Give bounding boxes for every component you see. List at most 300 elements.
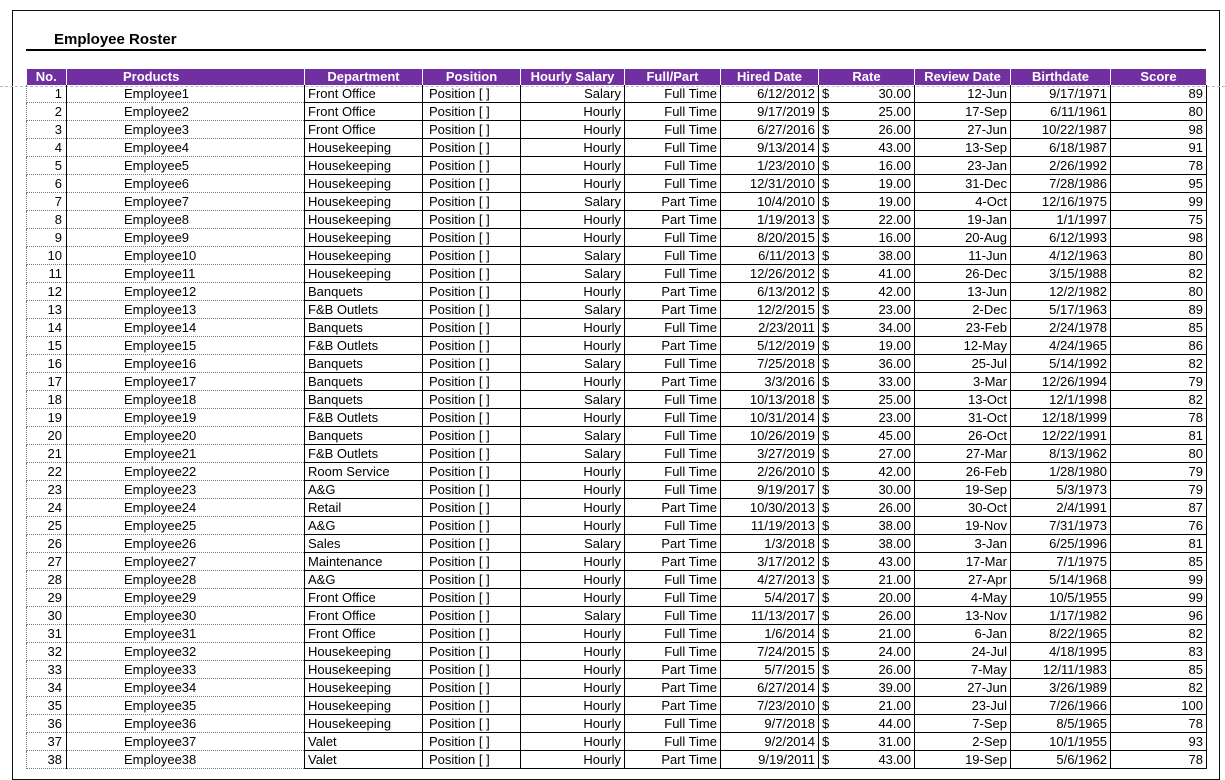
cell-score[interactable]: 80 <box>1111 445 1207 463</box>
cell-hired-date[interactable]: 9/19/2011 <box>721 751 819 769</box>
cell-department[interactable]: Front Office <box>305 625 423 643</box>
cell-birthdate[interactable]: 5/14/1992 <box>1011 355 1111 373</box>
cell-department[interactable]: Maintenance <box>305 553 423 571</box>
cell-hourly-salary[interactable]: Hourly <box>521 733 625 751</box>
cell-employee[interactable]: Employee3 <box>67 121 305 139</box>
cell-employee[interactable]: Employee12 <box>67 283 305 301</box>
cell-no[interactable]: 20 <box>27 427 67 445</box>
cell-review-date[interactable]: 20-Aug <box>915 229 1011 247</box>
cell-no[interactable]: 18 <box>27 391 67 409</box>
cell-hourly-salary[interactable]: Salary <box>521 445 625 463</box>
cell-position[interactable]: Position [ ] <box>423 589 521 607</box>
cell-employee[interactable]: Employee20 <box>67 427 305 445</box>
cell-rate[interactable] <box>819 391 915 409</box>
cell-hourly-salary[interactable]: Salary <box>521 193 625 211</box>
cell-hourly-salary[interactable]: Hourly <box>521 463 625 481</box>
col-header-department[interactable]: Department <box>305 69 423 85</box>
cell-rate[interactable] <box>819 445 915 463</box>
cell-rate[interactable] <box>819 499 915 517</box>
cell-rate[interactable] <box>819 481 915 499</box>
cell-employee[interactable]: Employee6 <box>67 175 305 193</box>
col-header-score[interactable]: Score <box>1111 69 1207 85</box>
cell-rate[interactable] <box>819 733 915 751</box>
cell-full-part[interactable]: Full Time <box>625 157 721 175</box>
cell-birthdate[interactable]: 5/6/1962 <box>1011 751 1111 769</box>
cell-employee[interactable]: Employee8 <box>67 211 305 229</box>
cell-department[interactable]: Housekeeping <box>305 139 423 157</box>
cell-department[interactable]: Housekeeping <box>305 715 423 733</box>
cell-hourly-salary[interactable]: Hourly <box>521 499 625 517</box>
cell-rate[interactable] <box>819 157 915 175</box>
cell-department[interactable]: Housekeeping <box>305 643 423 661</box>
cell-birthdate[interactable]: 12/22/1991 <box>1011 427 1111 445</box>
cell-birthdate[interactable]: 6/12/1993 <box>1011 229 1111 247</box>
cell-employee[interactable]: Employee30 <box>67 607 305 625</box>
cell-review-date[interactable]: 3-Mar <box>915 373 1011 391</box>
cell-employee[interactable]: Employee15 <box>67 337 305 355</box>
cell-no[interactable]: 9 <box>27 229 67 247</box>
cell-birthdate[interactable]: 4/12/1963 <box>1011 247 1111 265</box>
cell-hourly-salary[interactable]: Hourly <box>521 625 625 643</box>
cell-position[interactable]: Position [ ] <box>423 625 521 643</box>
cell-review-date[interactable]: 26-Feb <box>915 463 1011 481</box>
cell-full-part[interactable]: Part Time <box>625 499 721 517</box>
cell-no[interactable]: 19 <box>27 409 67 427</box>
cell-hourly-salary[interactable]: Salary <box>521 265 625 283</box>
cell-employee[interactable]: Employee5 <box>67 157 305 175</box>
cell-hourly-salary[interactable]: Salary <box>521 535 625 553</box>
cell-position[interactable]: Position [ ] <box>423 751 521 769</box>
cell-department[interactable]: Housekeeping <box>305 157 423 175</box>
cell-score[interactable]: 85 <box>1111 661 1207 679</box>
cell-hired-date[interactable]: 6/27/2016 <box>721 121 819 139</box>
cell-full-part[interactable]: Full Time <box>625 85 721 103</box>
cell-review-date[interactable]: 13-Oct <box>915 391 1011 409</box>
cell-hired-date[interactable]: 6/12/2012 <box>721 85 819 103</box>
cell-no[interactable]: 31 <box>27 625 67 643</box>
cell-rate[interactable] <box>819 139 915 157</box>
cell-employee[interactable]: Employee32 <box>67 643 305 661</box>
cell-employee[interactable]: Employee10 <box>67 247 305 265</box>
cell-score[interactable]: 93 <box>1111 733 1207 751</box>
cell-score[interactable]: 78 <box>1111 409 1207 427</box>
cell-full-part[interactable]: Full Time <box>625 247 721 265</box>
cell-employee[interactable]: Employee14 <box>67 319 305 337</box>
cell-hired-date[interactable]: 3/27/2019 <box>721 445 819 463</box>
cell-birthdate[interactable]: 7/28/1986 <box>1011 175 1111 193</box>
cell-employee[interactable]: Employee27 <box>67 553 305 571</box>
cell-review-date[interactable]: 27-Mar <box>915 445 1011 463</box>
cell-full-part[interactable]: Full Time <box>625 265 721 283</box>
cell-position[interactable]: Position [ ] <box>423 661 521 679</box>
cell-hired-date[interactable]: 5/7/2015 <box>721 661 819 679</box>
cell-department[interactable]: Banquets <box>305 283 423 301</box>
cell-rate[interactable] <box>819 607 915 625</box>
cell-no[interactable]: 35 <box>27 697 67 715</box>
cell-position[interactable]: Position [ ] <box>423 193 521 211</box>
cell-hired-date[interactable]: 4/27/2013 <box>721 571 819 589</box>
cell-score[interactable]: 82 <box>1111 391 1207 409</box>
cell-rate[interactable] <box>819 535 915 553</box>
col-header-products[interactable]: Products <box>67 69 305 85</box>
cell-birthdate[interactable]: 12/2/1982 <box>1011 283 1111 301</box>
cell-rate[interactable] <box>819 193 915 211</box>
cell-birthdate[interactable]: 6/18/1987 <box>1011 139 1111 157</box>
cell-rate[interactable] <box>819 229 915 247</box>
cell-full-part[interactable]: Full Time <box>625 733 721 751</box>
cell-full-part[interactable]: Part Time <box>625 679 721 697</box>
cell-employee[interactable]: Employee19 <box>67 409 305 427</box>
cell-hired-date[interactable]: 2/23/2011 <box>721 319 819 337</box>
cell-review-date[interactable]: 19-Sep <box>915 481 1011 499</box>
cell-score[interactable]: 95 <box>1111 175 1207 193</box>
cell-position[interactable]: Position [ ] <box>423 679 521 697</box>
cell-hired-date[interactable]: 1/3/2018 <box>721 535 819 553</box>
cell-no[interactable]: 6 <box>27 175 67 193</box>
cell-no[interactable]: 25 <box>27 517 67 535</box>
cell-birthdate[interactable]: 7/1/1975 <box>1011 553 1111 571</box>
cell-hourly-salary[interactable]: Salary <box>521 607 625 625</box>
cell-position[interactable]: Position [ ] <box>423 103 521 121</box>
cell-hired-date[interactable]: 5/4/2017 <box>721 589 819 607</box>
cell-rate[interactable] <box>819 355 915 373</box>
cell-position[interactable]: Position [ ] <box>423 139 521 157</box>
cell-department[interactable]: F&B Outlets <box>305 301 423 319</box>
cell-hired-date[interactable]: 3/3/2016 <box>721 373 819 391</box>
cell-hired-date[interactable]: 6/11/2013 <box>721 247 819 265</box>
cell-no[interactable]: 21 <box>27 445 67 463</box>
cell-hourly-salary[interactable]: Hourly <box>521 157 625 175</box>
col-header-hired-date[interactable]: Hired Date <box>721 69 819 85</box>
cell-full-part[interactable]: Part Time <box>625 337 721 355</box>
col-header-position[interactable]: Position <box>423 69 521 85</box>
cell-department[interactable]: Front Office <box>305 589 423 607</box>
cell-hired-date[interactable]: 11/19/2013 <box>721 517 819 535</box>
cell-position[interactable]: Position [ ] <box>423 607 521 625</box>
cell-hourly-salary[interactable]: Hourly <box>521 643 625 661</box>
cell-no[interactable]: 2 <box>27 103 67 121</box>
cell-score[interactable]: 86 <box>1111 337 1207 355</box>
cell-birthdate[interactable]: 8/22/1965 <box>1011 625 1111 643</box>
cell-birthdate[interactable]: 10/22/1987 <box>1011 121 1111 139</box>
cell-department[interactable]: Banquets <box>305 355 423 373</box>
cell-department[interactable]: Housekeeping <box>305 247 423 265</box>
cell-position[interactable]: Position [ ] <box>423 445 521 463</box>
cell-department[interactable]: Housekeeping <box>305 661 423 679</box>
cell-birthdate[interactable]: 8/13/1962 <box>1011 445 1111 463</box>
cell-rate[interactable] <box>819 661 915 679</box>
cell-birthdate[interactable]: 1/17/1982 <box>1011 607 1111 625</box>
cell-no[interactable]: 13 <box>27 301 67 319</box>
cell-employee[interactable]: Employee34 <box>67 679 305 697</box>
cell-employee[interactable]: Employee33 <box>67 661 305 679</box>
cell-score[interactable]: 82 <box>1111 265 1207 283</box>
cell-birthdate[interactable]: 1/1/1997 <box>1011 211 1111 229</box>
cell-score[interactable]: 78 <box>1111 751 1207 769</box>
cell-no[interactable]: 32 <box>27 643 67 661</box>
cell-birthdate[interactable]: 6/11/1961 <box>1011 103 1111 121</box>
cell-rate[interactable] <box>819 247 915 265</box>
cell-full-part[interactable]: Full Time <box>625 571 721 589</box>
cell-score[interactable]: 79 <box>1111 481 1207 499</box>
cell-score[interactable]: 89 <box>1111 301 1207 319</box>
cell-hired-date[interactable]: 1/19/2013 <box>721 211 819 229</box>
cell-score[interactable]: 81 <box>1111 535 1207 553</box>
cell-department[interactable]: Housekeeping <box>305 229 423 247</box>
col-header-review-date[interactable]: Review Date <box>915 69 1011 85</box>
cell-full-part[interactable]: Full Time <box>625 391 721 409</box>
cell-hired-date[interactable]: 5/12/2019 <box>721 337 819 355</box>
cell-rate[interactable] <box>819 715 915 733</box>
cell-hourly-salary[interactable]: Salary <box>521 85 625 103</box>
cell-review-date[interactable]: 19-Jan <box>915 211 1011 229</box>
cell-review-date[interactable]: 7-Sep <box>915 715 1011 733</box>
cell-score[interactable]: 82 <box>1111 625 1207 643</box>
cell-hourly-salary[interactable]: Hourly <box>521 751 625 769</box>
cell-full-part[interactable]: Full Time <box>625 517 721 535</box>
cell-no[interactable]: 38 <box>27 751 67 769</box>
cell-score[interactable]: 83 <box>1111 643 1207 661</box>
cell-rate[interactable] <box>819 643 915 661</box>
cell-no[interactable]: 16 <box>27 355 67 373</box>
cell-rate[interactable] <box>819 319 915 337</box>
cell-full-part[interactable]: Full Time <box>625 463 721 481</box>
cell-no[interactable]: 34 <box>27 679 67 697</box>
cell-rate[interactable] <box>819 283 915 301</box>
cell-employee[interactable]: Employee37 <box>67 733 305 751</box>
cell-review-date[interactable]: 17-Mar <box>915 553 1011 571</box>
cell-score[interactable]: 99 <box>1111 589 1207 607</box>
cell-birthdate[interactable]: 4/24/1965 <box>1011 337 1111 355</box>
cell-review-date[interactable]: 27-Jun <box>915 121 1011 139</box>
cell-no[interactable]: 23 <box>27 481 67 499</box>
cell-review-date[interactable]: 13-Nov <box>915 607 1011 625</box>
cell-review-date[interactable]: 26-Dec <box>915 265 1011 283</box>
cell-employee[interactable]: Employee7 <box>67 193 305 211</box>
cell-score[interactable]: 79 <box>1111 373 1207 391</box>
cell-hired-date[interactable]: 10/26/2019 <box>721 427 819 445</box>
cell-department[interactable]: F&B Outlets <box>305 337 423 355</box>
cell-review-date[interactable]: 27-Jun <box>915 679 1011 697</box>
cell-review-date[interactable]: 7-May <box>915 661 1011 679</box>
cell-hired-date[interactable]: 11/13/2017 <box>721 607 819 625</box>
cell-score[interactable]: 81 <box>1111 427 1207 445</box>
cell-employee[interactable]: Employee4 <box>67 139 305 157</box>
cell-review-date[interactable]: 25-Jul <box>915 355 1011 373</box>
cell-position[interactable]: Position [ ] <box>423 355 521 373</box>
cell-hired-date[interactable]: 9/13/2014 <box>721 139 819 157</box>
cell-rate[interactable] <box>819 265 915 283</box>
cell-rate[interactable] <box>819 103 915 121</box>
cell-score[interactable]: 100 <box>1111 697 1207 715</box>
cell-department[interactable]: Housekeeping <box>305 679 423 697</box>
cell-hired-date[interactable]: 7/23/2010 <box>721 697 819 715</box>
cell-hired-date[interactable]: 12/26/2012 <box>721 265 819 283</box>
cell-no[interactable]: 26 <box>27 535 67 553</box>
cell-score[interactable]: 96 <box>1111 607 1207 625</box>
cell-full-part[interactable]: Part Time <box>625 697 721 715</box>
cell-hourly-salary[interactable]: Salary <box>521 355 625 373</box>
cell-employee[interactable]: Employee31 <box>67 625 305 643</box>
cell-review-date[interactable]: 31-Oct <box>915 409 1011 427</box>
cell-employee[interactable]: Employee17 <box>67 373 305 391</box>
cell-full-part[interactable]: Full Time <box>625 121 721 139</box>
cell-hourly-salary[interactable]: Hourly <box>521 103 625 121</box>
cell-review-date[interactable]: 6-Jan <box>915 625 1011 643</box>
cell-position[interactable]: Position [ ] <box>423 499 521 517</box>
cell-hired-date[interactable]: 7/25/2018 <box>721 355 819 373</box>
cell-employee[interactable]: Employee18 <box>67 391 305 409</box>
cell-full-part[interactable]: Full Time <box>625 409 721 427</box>
cell-employee[interactable]: Employee22 <box>67 463 305 481</box>
cell-hired-date[interactable]: 2/26/2010 <box>721 463 819 481</box>
cell-review-date[interactable]: 13-Sep <box>915 139 1011 157</box>
cell-department[interactable]: Housekeeping <box>305 211 423 229</box>
cell-department[interactable]: Front Office <box>305 121 423 139</box>
cell-position[interactable]: Position [ ] <box>423 229 521 247</box>
cell-employee[interactable]: Employee36 <box>67 715 305 733</box>
cell-review-date[interactable]: 2-Dec <box>915 301 1011 319</box>
col-header-rate[interactable]: Rate <box>819 69 915 85</box>
cell-employee[interactable]: Employee1 <box>67 85 305 103</box>
cell-employee[interactable]: Employee29 <box>67 589 305 607</box>
cell-department[interactable]: Banquets <box>305 373 423 391</box>
cell-birthdate[interactable]: 12/18/1999 <box>1011 409 1111 427</box>
cell-position[interactable]: Position [ ] <box>423 409 521 427</box>
cell-rate[interactable] <box>819 427 915 445</box>
cell-rate[interactable] <box>819 85 915 103</box>
cell-hourly-salary[interactable]: Hourly <box>521 661 625 679</box>
cell-full-part[interactable]: Full Time <box>625 229 721 247</box>
cell-no[interactable]: 22 <box>27 463 67 481</box>
cell-full-part[interactable]: Part Time <box>625 751 721 769</box>
cell-birthdate[interactable]: 3/15/1988 <box>1011 265 1111 283</box>
cell-department[interactable]: Valet <box>305 733 423 751</box>
cell-hourly-salary[interactable]: Hourly <box>521 517 625 535</box>
cell-full-part[interactable]: Full Time <box>625 445 721 463</box>
cell-hourly-salary[interactable]: Hourly <box>521 553 625 571</box>
cell-review-date[interactable]: 26-Oct <box>915 427 1011 445</box>
cell-position[interactable]: Position [ ] <box>423 157 521 175</box>
cell-score[interactable]: 98 <box>1111 229 1207 247</box>
cell-employee[interactable]: Employee13 <box>67 301 305 319</box>
cell-hourly-salary[interactable]: Hourly <box>521 229 625 247</box>
cell-hired-date[interactable]: 10/30/2013 <box>721 499 819 517</box>
cell-birthdate[interactable]: 4/18/1995 <box>1011 643 1111 661</box>
cell-score[interactable]: 91 <box>1111 139 1207 157</box>
cell-hired-date[interactable]: 8/20/2015 <box>721 229 819 247</box>
cell-score[interactable]: 80 <box>1111 103 1207 121</box>
cell-rate[interactable] <box>819 517 915 535</box>
cell-review-date[interactable]: 27-Apr <box>915 571 1011 589</box>
cell-birthdate[interactable]: 7/31/1973 <box>1011 517 1111 535</box>
cell-no[interactable]: 36 <box>27 715 67 733</box>
cell-no[interactable]: 14 <box>27 319 67 337</box>
cell-position[interactable]: Position [ ] <box>423 283 521 301</box>
cell-review-date[interactable]: 4-May <box>915 589 1011 607</box>
cell-hired-date[interactable]: 9/17/2019 <box>721 103 819 121</box>
cell-employee[interactable]: Employee25 <box>67 517 305 535</box>
cell-no[interactable]: 24 <box>27 499 67 517</box>
cell-position[interactable]: Position [ ] <box>423 571 521 589</box>
cell-score[interactable]: 85 <box>1111 319 1207 337</box>
cell-review-date[interactable]: 11-Jun <box>915 247 1011 265</box>
cell-full-part[interactable]: Part Time <box>625 283 721 301</box>
cell-score[interactable]: 85 <box>1111 553 1207 571</box>
cell-full-part[interactable]: Full Time <box>625 607 721 625</box>
cell-department[interactable]: Front Office <box>305 85 423 103</box>
cell-score[interactable]: 75 <box>1111 211 1207 229</box>
cell-birthdate[interactable]: 10/1/1955 <box>1011 733 1111 751</box>
cell-hired-date[interactable]: 9/2/2014 <box>721 733 819 751</box>
cell-hired-date[interactable]: 12/2/2015 <box>721 301 819 319</box>
cell-full-part[interactable]: Full Time <box>625 175 721 193</box>
cell-full-part[interactable]: Full Time <box>625 103 721 121</box>
cell-hourly-salary[interactable]: Hourly <box>521 697 625 715</box>
cell-no[interactable]: 12 <box>27 283 67 301</box>
cell-department[interactable]: A&G <box>305 517 423 535</box>
cell-full-part[interactable]: Part Time <box>625 553 721 571</box>
cell-rate[interactable] <box>819 121 915 139</box>
cell-hourly-salary[interactable]: Hourly <box>521 175 625 193</box>
cell-birthdate[interactable]: 5/17/1963 <box>1011 301 1111 319</box>
cell-hired-date[interactable]: 9/7/2018 <box>721 715 819 733</box>
cell-employee[interactable]: Employee16 <box>67 355 305 373</box>
cell-position[interactable]: Position [ ] <box>423 553 521 571</box>
cell-birthdate[interactable]: 2/4/1991 <box>1011 499 1111 517</box>
cell-hourly-salary[interactable]: Hourly <box>521 121 625 139</box>
cell-rate[interactable] <box>819 211 915 229</box>
cell-review-date[interactable]: 13-Jun <box>915 283 1011 301</box>
cell-hourly-salary[interactable]: Hourly <box>521 481 625 499</box>
cell-birthdate[interactable]: 7/26/1966 <box>1011 697 1111 715</box>
cell-review-date[interactable]: 12-May <box>915 337 1011 355</box>
cell-review-date[interactable]: 2-Sep <box>915 733 1011 751</box>
cell-hired-date[interactable]: 10/13/2018 <box>721 391 819 409</box>
cell-department[interactable]: Room Service <box>305 463 423 481</box>
cell-full-part[interactable]: Full Time <box>625 427 721 445</box>
cell-full-part[interactable]: Full Time <box>625 481 721 499</box>
cell-no[interactable]: 5 <box>27 157 67 175</box>
cell-full-part[interactable]: Full Time <box>625 715 721 733</box>
cell-hired-date[interactable]: 10/4/2010 <box>721 193 819 211</box>
cell-full-part[interactable]: Part Time <box>625 535 721 553</box>
cell-review-date[interactable]: 3-Jan <box>915 535 1011 553</box>
cell-position[interactable]: Position [ ] <box>423 85 521 103</box>
cell-review-date[interactable]: 30-Oct <box>915 499 1011 517</box>
cell-score[interactable]: 99 <box>1111 193 1207 211</box>
cell-hourly-salary[interactable]: Hourly <box>521 139 625 157</box>
cell-hourly-salary[interactable]: Hourly <box>521 373 625 391</box>
cell-department[interactable]: Housekeeping <box>305 193 423 211</box>
cell-score[interactable]: 76 <box>1111 517 1207 535</box>
cell-full-part[interactable]: Full Time <box>625 625 721 643</box>
cell-position[interactable]: Position [ ] <box>423 175 521 193</box>
cell-review-date[interactable]: 12-Jun <box>915 85 1011 103</box>
cell-full-part[interactable]: Full Time <box>625 589 721 607</box>
cell-department[interactable]: F&B Outlets <box>305 445 423 463</box>
cell-rate[interactable] <box>819 625 915 643</box>
cell-full-part[interactable]: Full Time <box>625 319 721 337</box>
cell-birthdate[interactable]: 12/11/1983 <box>1011 661 1111 679</box>
cell-position[interactable]: Position [ ] <box>423 247 521 265</box>
cell-full-part[interactable]: Part Time <box>625 301 721 319</box>
cell-no[interactable]: 3 <box>27 121 67 139</box>
cell-position[interactable]: Position [ ] <box>423 373 521 391</box>
cell-score[interactable]: 82 <box>1111 355 1207 373</box>
cell-score[interactable]: 98 <box>1111 121 1207 139</box>
cell-department[interactable]: Housekeeping <box>305 265 423 283</box>
